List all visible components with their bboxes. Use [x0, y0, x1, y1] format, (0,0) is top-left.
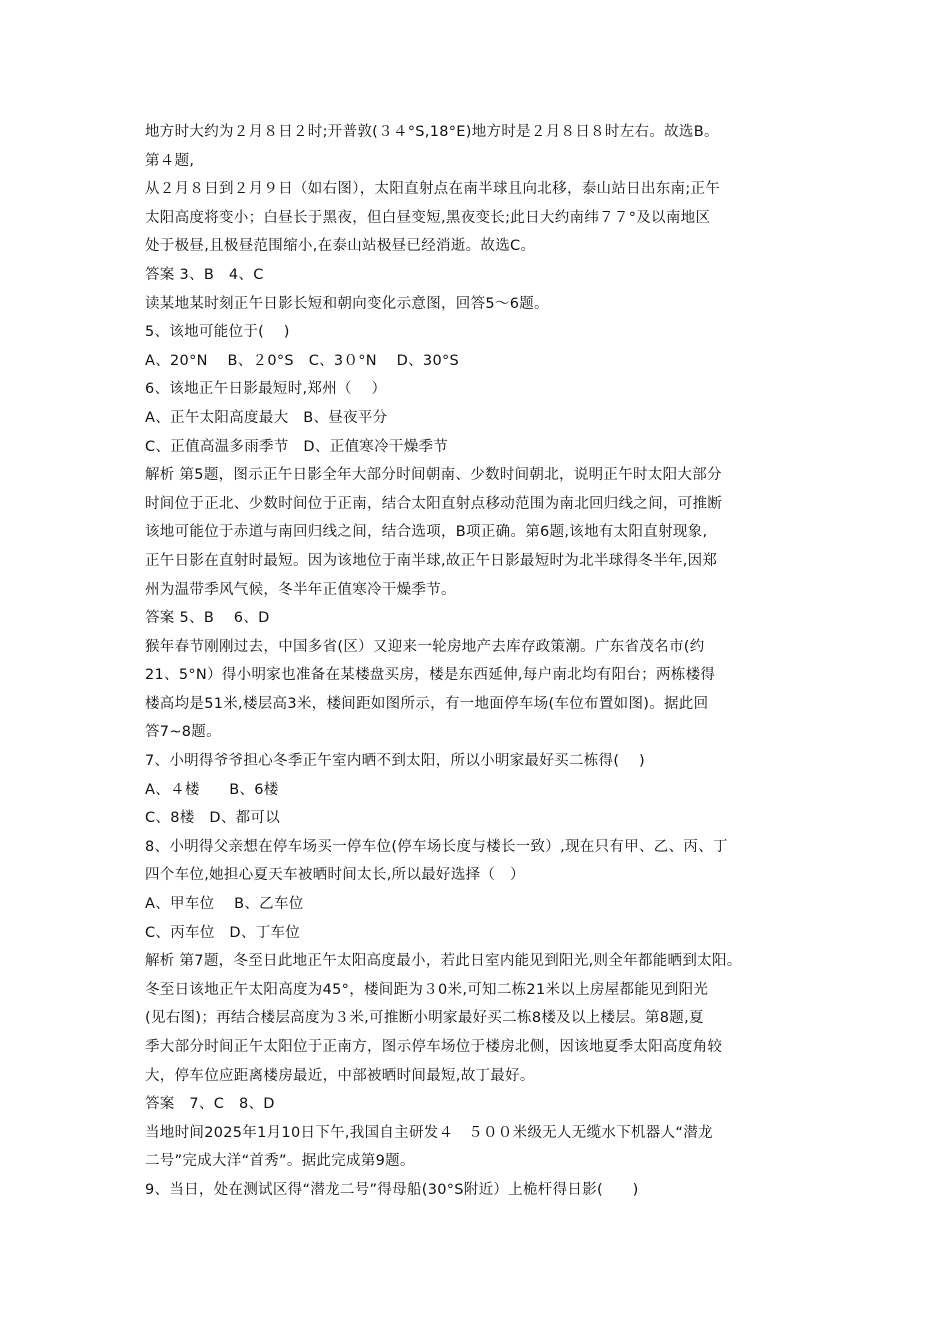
question-intro-7-8-line-2: 21、5°N）得小明家也准备在某楼盘买房，楼是东西延伸,每户南北均有阳台；两栋楼得	[145, 667, 716, 684]
question-intro-7-8-line-3: 楼高均是51米,楼层高3米，楼间距如图所示，有一地面停车场(车位布置如图)。据此回	[145, 695, 709, 712]
question-6-options-ab: A、正午太阳高度最大 B、昼夜平分	[145, 409, 388, 426]
text-line-5: 处于极昼,且极昼范围缩小,在泰山站极昼已经消逝。故选C。	[145, 238, 536, 255]
analysis-5-6-line-5: 州为温带季风气候，冬半年正值寒冷干燥季节。	[145, 581, 456, 598]
analysis-7-8-line-2: 冬至日该地正午太阳高度为45°，楼间距为３0米,可知二栋21米以上房屋都能见到阳光	[145, 981, 709, 998]
question-7-options-ab: A、４楼 B、6楼	[145, 781, 279, 798]
question-intro-9-line-1: 当地时间2025年1月10日下午,我国自主研发４ ５００米级无人无缆水下机器人“潜龙	[145, 1124, 713, 1141]
answer-5-6: 答案 5、B 6、D	[145, 610, 270, 627]
analysis-5-6-line-2: 时间位于正北、少数时间位于正南，结合太阳直射点移动范围为南北回归线之间，可推断	[145, 495, 723, 512]
question-intro-9-line-2: 二号”完成大洋“首秀”。据此完成第9题。	[145, 1153, 415, 1170]
text-line-4: 太阳高度将变小；白昼长于黑夜，但白昼变短,黑夜变长;此日大约南纬７７°及以南地区	[145, 209, 711, 226]
question-8-options-cd: C、丙车位 D、丁车位	[145, 924, 301, 941]
analysis-7-8-line-3: (见右图)；再结合楼层高度为３米,可推断小明家最好买二栋8楼及以上楼层。第8题,夏	[145, 1010, 704, 1027]
document-page	[145, 118, 825, 1205]
question-intro-7-8-line-4: 答7~8题。	[145, 724, 221, 741]
question-8-line-1: 8、小明得父亲想在停车场买一停车位(停车场长度与楼长一致）,现在只有甲、乙、丙、丁	[145, 838, 728, 855]
question-intro-5-6: 读某地某时刻正午日影长短和朝向变化示意图，回答5～6题。	[145, 295, 549, 312]
question-8-line-2: 四个车位,她担心夏天车被晒时间太长,所以最好选择（ ）	[145, 867, 525, 884]
question-6-options-cd: C、正值高温多雨季节 D、正值寒冷干燥季节	[145, 438, 449, 455]
analysis-7-8-line-4: 季大部分时间正午太阳位于正南方，图示停车场位于楼房北侧，因该地夏季太阳高度角较	[145, 1039, 723, 1055]
question-5-options: A、20°N B、２0°S C、3０°N D、30°S	[145, 352, 460, 369]
question-intro-7-8-line-1: 猴年春节刚刚过去，中国多省(区）又迎来一轮房地产去库存政策潮。广东省茂名市(约	[145, 638, 705, 655]
text-line-1: 地方时大约为２月８日２时;开普敦(３４°S,18°E)地方时是２月８日８时左右。故选B。	[145, 124, 719, 140]
question-9: 9、当日，处在测试区得“潜龙二号”得母船(30°S附近）上桅杆得日影( )	[145, 1181, 639, 1198]
answer-7-8: 答案 7、C 8、D	[145, 1096, 275, 1113]
analysis-5-6-line-1: 解析 第5题，图示正午日影全年大部分时间朝南、少数时间朝北，说明正午时太阳大部分	[145, 467, 722, 484]
analysis-7-8-line-5: 大，停车位应距离楼房最近，中部被晒时间最短,故丁最好。	[145, 1067, 535, 1084]
question-7-options-cd: C、8楼 D、都可以	[145, 810, 281, 827]
question-8-options-ab: A、甲车位 B、乙车位	[145, 896, 304, 913]
analysis-5-6-line-3: 该地可能位于赤道与南回归线之间，结合选项，B项正确。第6题,该地有太阳直射现象,	[145, 524, 708, 541]
text-line-2: 第４题,	[145, 152, 195, 169]
analysis-5-6-line-4: 正午日影在直射时最短。因为该地位于南半球,故正午日影最短时为北半球得冬半年,因郑	[145, 552, 718, 569]
analysis-7-8-line-1: 解析 第7题，冬至日此地正午太阳高度最小，若此日室内能见到阳光,则全年都能晒到太阳。	[145, 953, 742, 970]
answer-3-4: 答案 3、B 4、C	[145, 266, 264, 283]
text-line-3: 从２月８日到２月９日（如右图），太阳直射点在南半球且向北移，泰山站日出东南;正午	[145, 181, 721, 198]
question-6: 6、该地正午日影最短时,郑州（ ）	[145, 381, 387, 398]
question-7: 7、小明得爷爷担心冬季正午室内晒不到太阳，所以小明家最好买二栋得( )	[145, 753, 645, 770]
question-5: 5、该地可能位于( )	[145, 324, 290, 341]
